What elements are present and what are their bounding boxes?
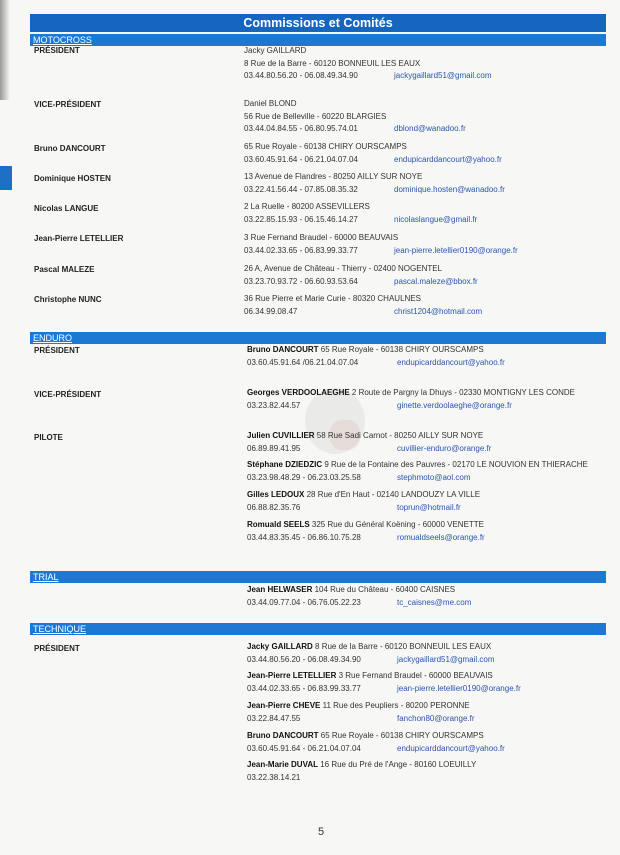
contact-block: Bruno DANCOURT 65 Rue Royale - 60138 CHIRY OURSCAMPS 03.60.45.91.64 /06.21.04.07.04 endupicarddancourt@yahoo.fr <box>247 345 505 367</box>
page-number: 5 <box>318 826 325 838</box>
contact-block: 2 La Ruelle - 80200 ASSEVILLERS 03.22.85.15.93 - 06.15.46.14.27 nicolaslangue@gmail.fr <box>244 202 478 224</box>
section-header-technique: TECHNIQUE <box>30 623 606 635</box>
member-name: Pascal MALEZE <box>34 265 95 274</box>
email-link[interactable]: cuvillier-enduro@orange.fr <box>397 443 492 453</box>
scan-edge-shadow <box>0 0 10 100</box>
email-link[interactable]: christ1204@hotmail.com <box>394 306 483 316</box>
email-link[interactable]: jean-pierre.letellier0190@orange.fr <box>394 245 518 255</box>
contact-block: Jean-Pierre CHEVE 11 Rue des Peupliers - 80200 PERONNE 03.22.84.47.55 fanchon80@orange.fr <box>247 701 475 723</box>
member-name: Dominique HOSTEN <box>34 174 111 183</box>
role-label: PRÉSIDENT <box>34 46 80 55</box>
contact-block: Jacky GAILLARD 8 Rue de la Barre - 60120 BONNEUIL LES EAUX 03.44.80.56.20 - 06.08.49.34.90 jackygaillard51@gmail.com <box>244 46 492 80</box>
member-name: Nicolas LANGUE <box>34 204 99 213</box>
contact-block: Julien CUVILLIER 58 Rue Sadi Carnot - 80250 AILLY SUR NOYE 06.89.89.41.95 cuvillier-enduro@orange.fr <box>247 431 492 453</box>
section-header-trial: TRIAL <box>30 571 606 583</box>
email-link[interactable]: nicolaslangue@gmail.fr <box>394 214 478 224</box>
email-link[interactable]: endupicarddancourt@yahoo.fr <box>394 154 502 164</box>
email-link[interactable]: fanchon80@orange.fr <box>397 713 475 723</box>
email-link[interactable]: ginette.verdoolaeghe@orange.fr <box>397 400 512 410</box>
contact-block: Jean-Pierre LETELLIER 3 Rue Fernand Braudel - 60000 BEAUVAIS 03.44.02.33.65 - 06.83.99.33.77 jean-pierre.letellier0190@orange.fr <box>247 671 521 693</box>
contact-block: Jean HELWASER 104 Rue du Château - 60400 CAISNES 03.44.09.77.04 - 06.76.05.22.23 tc_caisnes@me.com <box>247 585 472 607</box>
email-link[interactable]: jackygaillard51@gmail.com <box>397 654 495 664</box>
email-link[interactable]: stephmoto@aol.com <box>397 472 471 482</box>
page-tab-marker <box>0 166 12 190</box>
member-name: Christophe NUNC <box>34 295 102 304</box>
role-label: VICE-PRÉSIDENT <box>34 100 102 109</box>
page-title: Commissions et Comités <box>30 14 606 32</box>
contact-block: Daniel BLOND 56 Rue de Belleville - 60220 BLARGIES 03.44.04.84.55 - 06.80.95.74.01 dblond@wanadoo.fr <box>244 99 466 133</box>
email-link[interactable]: endupicarddancourt@yahoo.fr <box>397 743 505 753</box>
contact-block: Bruno DANCOURT 65 Rue Royale - 60138 CHIRY OURSCAMPS 03.60.45.91.64 - 06.21.04.07.04 endupicarddancourt@yahoo.fr <box>247 731 505 753</box>
contact-block: Jean-Marie DUVAL 16 Rue du Pré de l'Ange - 80160 LOEUILLY 03.22.38.14.21 <box>247 760 477 782</box>
contact-block: Jacky GAILLARD 8 Rue de la Barre - 60120 BONNEUIL LES EAUX 03.44.80.56.20 - 06.08.49.34.90 jackygaillard51@gmail.com <box>247 642 495 664</box>
email-link[interactable]: dblond@wanadoo.fr <box>394 124 466 133</box>
email-link[interactable]: tc_caisnes@me.com <box>397 597 472 607</box>
contact-block: Stéphane DZIEDZIC 9 Rue de la Fontaine des Pauvres - 02170 LE NOUVION EN THIERACHE 03.23.98.48.29 - 06.23.03.25.58 stephmoto@aol.com <box>247 460 588 482</box>
contact-block: Georges VERDOOLAEGHE 2 Route de Pargny la Dhuys - 02330 MONTIGNY LES CONDE 03.23.82.44.57 ginette.verdoolaeghe@orange.fr <box>247 388 575 410</box>
contact-block: 26 A, Avenue de Château - Thierry - 02400 NOGENTEL 03.23.70.93.72 - 06.60.93.53.64 pascal.maleze@bbox.fr <box>244 264 478 286</box>
email-link[interactable]: endupicarddancourt@yahoo.fr <box>397 357 505 367</box>
contact-block: 13 Avenue de Flandres - 80250 AILLY SUR NOYE 03.22.41.56.44 - 07.85.08.35.32 dominique.hosten@wanadoo.fr <box>244 172 505 194</box>
email-link[interactable]: dominique.hosten@wanadoo.fr <box>394 184 505 194</box>
contact-block: 3 Rue Fernand Braudel - 60000 BEAUVAIS 03.44.02.33.65 - 06.83.99.33.77 jean-pierre.letellier0190@orange.fr <box>244 233 518 255</box>
email-link[interactable]: romualdseels@orange.fr <box>397 532 485 542</box>
role-label: VICE-PRÉSIDENT <box>34 390 102 399</box>
contact-block: 65 Rue Royale - 60138 CHIRY OURSCAMPS 03.60.45.91.64 - 06.21.04.07.04 endupicarddancourt@yahoo.fr <box>244 142 502 164</box>
email-link[interactable]: jackygaillard51@gmail.com <box>394 71 492 80</box>
contact-block: Romuald SEELS 325 Rue du Général Koëning - 60000 VENETTE 03.44.83.35.45 - 06.86.10.75.28 romualdseels@orange.fr <box>247 520 485 542</box>
role-label: PRÉSIDENT <box>34 346 80 355</box>
role-label: PRÉSIDENT <box>34 644 80 653</box>
email-link[interactable]: jean-pierre.letellier0190@orange.fr <box>397 683 521 693</box>
email-link[interactable]: pascal.maleze@bbox.fr <box>394 276 478 286</box>
contact-block: 36 Rue Pierre et Marie Curie - 80320 CHAULNES 06.34.99.08.47 christ1204@hotmail.com <box>244 294 483 316</box>
section-header-enduro: ENDURO <box>30 332 606 344</box>
member-name: Bruno DANCOURT <box>34 144 106 153</box>
member-name: Jean-Pierre LETELLIER <box>34 234 124 243</box>
section-header-motocross: MOTOCROSS <box>30 34 606 46</box>
email-link[interactable]: toprun@hotmail.fr <box>397 502 461 512</box>
role-label: PILOTE <box>34 433 63 442</box>
contact-block: Gilles LEDOUX 28 Rue d'En Haut - 02140 LANDOUZY LA VILLE 06.88.82.35.76 toprun@hotmail.fr <box>247 490 481 512</box>
